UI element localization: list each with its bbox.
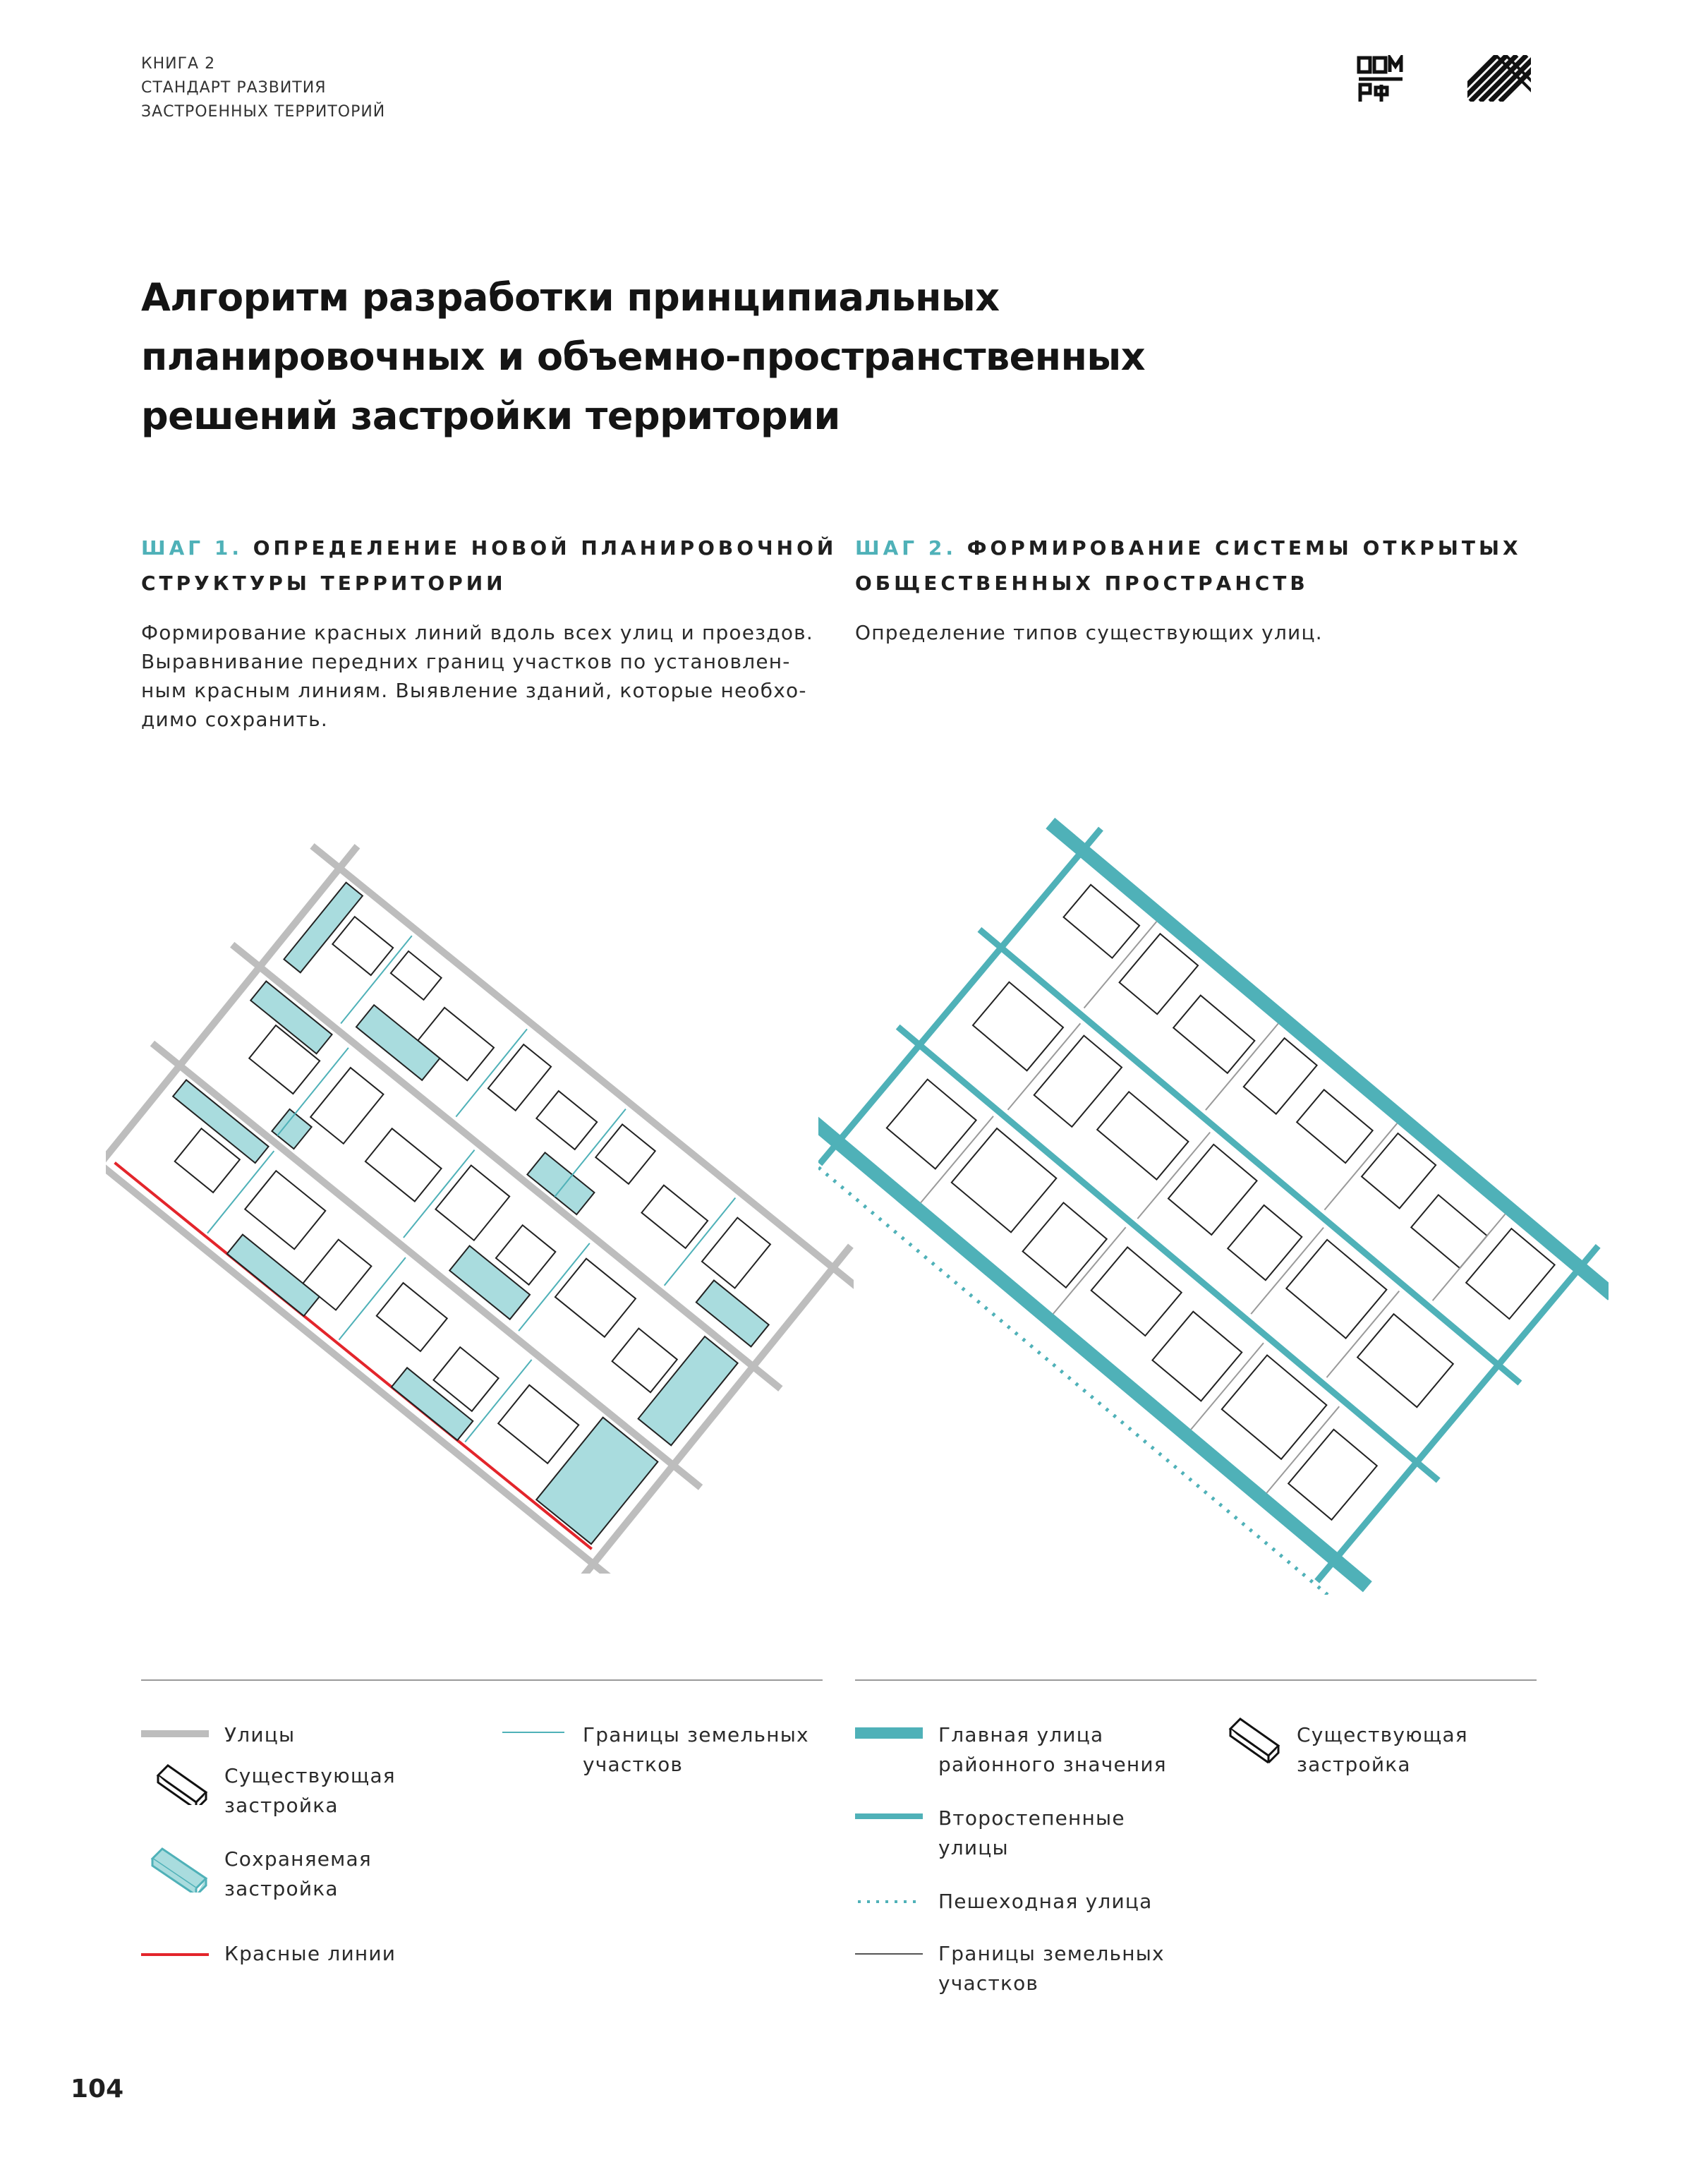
title-line-2: планировочных и объемно-пространственных xyxy=(141,334,1146,379)
step-1-isometric-plan xyxy=(106,826,854,1574)
secondary-street-line-icon xyxy=(855,1813,923,1819)
legend-1-divider xyxy=(141,1679,823,1681)
step-1-heading-line-2: СТРУКТУРЫ ТЕРРИТОРИИ xyxy=(141,572,507,595)
red-line-icon xyxy=(141,1953,209,1957)
step-1-heading-text-1: ОПРЕДЕЛЕНИЕ НОВОЙ ПЛАНИРОВОЧНОЙ xyxy=(253,536,837,560)
title-line-3: решений застройки территории xyxy=(141,394,840,438)
legend-label-line: Пешеходная улица xyxy=(938,1890,1153,1913)
legend-1-label xyxy=(224,1720,295,1750)
legend-label-line: улицы xyxy=(938,1836,1009,1859)
legend-label-line: Улицы xyxy=(224,1723,296,1746)
step-2-description xyxy=(855,618,1323,647)
legend-label-line: Границы земельных xyxy=(938,1942,1165,1965)
legend-label-line: Существующая xyxy=(224,1764,396,1787)
legend-label-line: Сохраняемая xyxy=(224,1847,372,1871)
legend-label-line: Красные линии xyxy=(224,1942,396,1965)
plot-boundary-line-icon xyxy=(502,1732,564,1734)
legend-2-label xyxy=(938,1804,1125,1863)
step-2-heading-line-1 xyxy=(855,531,1522,566)
legend-label-line: Существующая xyxy=(1297,1723,1468,1746)
legend-label-line: участков xyxy=(583,1753,684,1776)
step-1-heading xyxy=(141,531,837,601)
legend-1-label xyxy=(224,1845,372,1904)
existing-building-icon xyxy=(1228,1716,1281,1765)
legend-label-line: районного значения xyxy=(938,1753,1167,1776)
title-line-1: Алгоритм разработки принципиальных xyxy=(141,275,1000,320)
step-1-text-line: Формирование красных линий вдоль всех улиц и проездов. xyxy=(141,621,813,644)
legend-label-line: Границы земельных xyxy=(583,1723,809,1746)
diagonal-pattern-logo xyxy=(1467,55,1531,102)
book-line-3: ЗАСТРОЕННЫХ ТЕРРИТОРИЙ xyxy=(141,103,386,121)
step-1-text-line: Выравнивание передних границ участков по установлен- xyxy=(141,650,791,673)
legend-1-label xyxy=(224,1761,396,1821)
pedestrian-street-dotted-icon xyxy=(856,1900,921,1904)
book-line-1: КНИГА 2 xyxy=(141,55,216,73)
book-line-2: СТАНДАРТ РАЗВИТИЯ xyxy=(141,79,327,97)
step-1-text-line: димо сохранить. xyxy=(141,708,328,731)
legend-label-line: застройка xyxy=(224,1877,339,1900)
plot-boundary-thin-line-icon xyxy=(855,1953,923,1956)
legend-label-line: Главная улица xyxy=(938,1723,1104,1746)
step-2-heading-line-2: ОБЩЕСТВЕННЫХ ПРОСТРАНСТВ xyxy=(855,572,1309,595)
dom-rf-logo xyxy=(1356,55,1405,104)
legend-label-line: застройка xyxy=(224,1794,339,1817)
legend-2-label xyxy=(938,1939,1165,1998)
step-1-number: ШАГ 1. xyxy=(141,536,243,560)
main-street-line-icon xyxy=(855,1727,923,1739)
legend-label-line: Второстепенные xyxy=(938,1806,1125,1830)
step-1-heading-line-1 xyxy=(141,531,837,566)
legend-label-line: участков xyxy=(938,1972,1039,1995)
step-1-text-line: ным красным линиям. Выявление зданий, которые необхо- xyxy=(141,679,807,702)
page-number: 104 xyxy=(71,2075,124,2103)
legend-2-label xyxy=(938,1887,1152,1917)
page-title xyxy=(141,268,1340,446)
step-2-isometric-plan xyxy=(818,804,1609,1595)
street-line-icon xyxy=(141,1730,209,1737)
legend-2-label xyxy=(938,1720,1167,1780)
legend-label-line: застройка xyxy=(1297,1753,1411,1776)
step-1-description xyxy=(141,618,813,734)
legend-1-label xyxy=(583,1720,809,1780)
step-2-heading xyxy=(855,531,1522,601)
legend-2-label xyxy=(1297,1720,1468,1780)
step-2-heading-text-1: ФОРМИРОВАНИЕ СИСТЕМЫ ОТКРЫТЫХ xyxy=(967,536,1522,560)
legend-1-label xyxy=(224,1939,396,1969)
preserved-building-icon xyxy=(150,1846,210,1893)
red-lines xyxy=(115,1163,592,1550)
legend-2-divider xyxy=(855,1679,1537,1681)
step-2-number: ШАГ 2. xyxy=(855,536,957,560)
existing-building-icon xyxy=(155,1763,209,1805)
step-2-text-line: Определение типов существующих улиц. xyxy=(855,621,1323,644)
